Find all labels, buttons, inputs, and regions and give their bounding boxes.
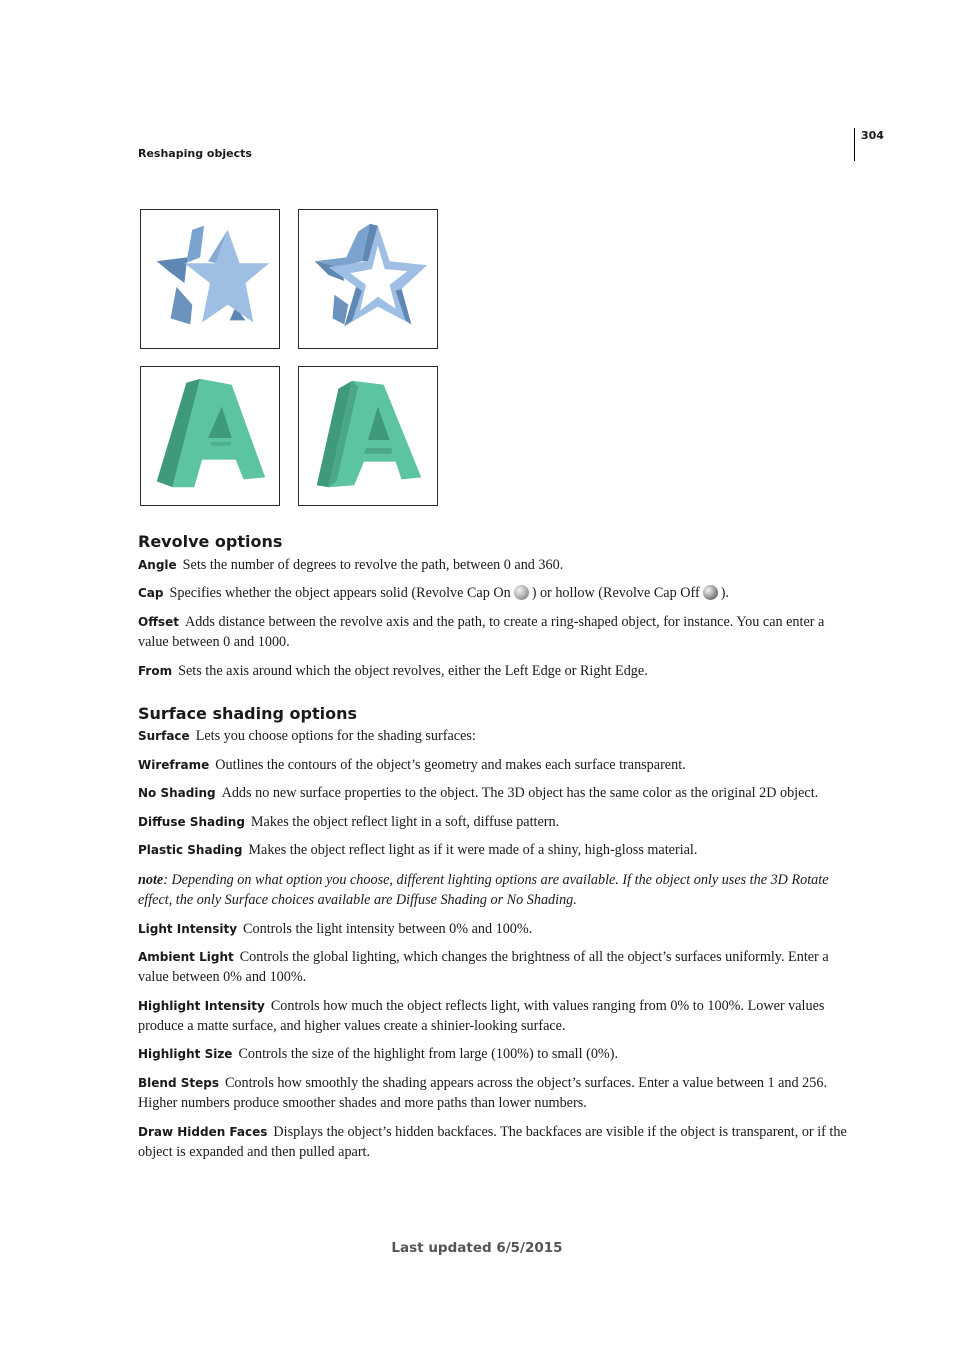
- param-offset: [138, 612, 854, 652]
- term-surface: Surface: [138, 729, 190, 743]
- param-plastic-shading: [138, 840, 854, 860]
- header-rule: [854, 128, 855, 161]
- term-no-shading: No Shading: [138, 786, 216, 800]
- desc-plastic-shading: Makes the object reflect light as if it were made of a shiny, high-gloss material.: [248, 842, 698, 858]
- desc-wireframe: Outlines the contours of the object’s geometry and makes each surface transparent.: [215, 757, 686, 773]
- param-surface: [138, 726, 854, 746]
- letter-a-cap-off-icon: [298, 366, 438, 506]
- revolve-cap-figure: [140, 209, 442, 510]
- term-cap: Cap: [138, 586, 164, 600]
- param-angle: [138, 555, 854, 575]
- desc-offset: Adds distance between the revolve axis and the path, to create a ring-shaped object, for instance. You can enter a value between 0 and 1000.: [138, 614, 825, 650]
- desc-light-intensity: Controls the light intensity between 0% and 100%.: [243, 921, 533, 937]
- term-from: From: [138, 664, 173, 678]
- term-wireframe: Wireframe: [138, 758, 210, 772]
- note-text: : Depending on what option you choose, different lighting options are available. If the object only uses the 3D Rotate effect, the only Surface choices available are Diffuse Shading or No Shading.: [138, 872, 829, 908]
- param-ambient-light: [138, 947, 854, 987]
- desc-blend-steps: Controls how smoothly the shading appears across the object’s surfaces. Enter a value between 1 and 256. Higher numbers produce smoother shades and more paths than lower numbers.: [138, 1075, 827, 1111]
- desc-draw-hidden-faces: Displays the object’s hidden backfaces. The backfaces are visible if the object is transparent, or if the object is expanded and then pulled apart.: [138, 1124, 847, 1160]
- term-offset: Offset: [138, 615, 179, 629]
- term-blend-steps: Blend Steps: [138, 1076, 219, 1090]
- desc-highlight-intensity: Controls how much the object reflects light, with values ranging from 0% to 100%. Lower values produce a matte surface, and higher values create a shinier-looking surface.: [138, 998, 825, 1034]
- letter-a-cap-on-icon: [140, 366, 280, 506]
- desc-no-shading: Adds no new surface properties to the object. The 3D object has the same color as the original 2D object.: [221, 785, 819, 801]
- page-number: 304: [861, 129, 884, 142]
- desc-diffuse-shading: Makes the object reflect light in a soft, diffuse pattern.: [250, 814, 560, 830]
- term-plastic-shading: Plastic Shading: [138, 843, 243, 857]
- footer-last-updated: Last updated 6/5/2015: [391, 1240, 563, 1256]
- desc-from: Sets the axis around which the object revolves, either the Left Edge or Right Edge.: [178, 663, 648, 679]
- term-light-intensity: Light Intensity: [138, 922, 238, 936]
- param-cap: [138, 583, 854, 603]
- star-cap-off-icon: [298, 209, 438, 349]
- desc-surface: Lets you choose options for the shading surfaces:: [195, 728, 476, 744]
- param-from: [138, 661, 854, 681]
- revolve-cap-off-icon: [703, 585, 718, 600]
- note-label: note: [138, 872, 164, 888]
- param-no-shading: [138, 783, 854, 803]
- desc-cap-c: ).: [720, 585, 729, 601]
- param-draw-hidden-faces: [138, 1122, 854, 1162]
- desc-ambient-light: Controls the global lighting, which changes the brightness of all the object’s surfaces uniformly. Enter a value between 0% and 100%.: [138, 949, 829, 985]
- desc-angle: Sets the number of degrees to revolve the path, between 0 and 360.: [182, 557, 564, 573]
- term-angle: Angle: [138, 558, 177, 572]
- note: [138, 870, 854, 910]
- param-highlight-size: [138, 1044, 854, 1064]
- param-highlight-intensity: [138, 996, 854, 1036]
- param-wireframe: [138, 755, 854, 775]
- desc-highlight-size: Controls the size of the highlight from large (100%) to small (0%).: [238, 1046, 619, 1062]
- desc-cap-b: ) or hollow (Revolve Cap Off: [531, 585, 700, 601]
- param-light-intensity: [138, 919, 854, 939]
- desc-cap-a: Specifies whether the object appears solid (Revolve Cap On: [169, 585, 511, 601]
- term-draw-hidden-faces: Draw Hidden Faces: [138, 1125, 268, 1139]
- section-header: Reshaping objects: [138, 147, 252, 160]
- heading-surface-shading-options: Surface shading options: [138, 704, 358, 723]
- param-diffuse-shading: [138, 812, 854, 832]
- revolve-cap-on-icon: [514, 585, 529, 600]
- term-diffuse-shading: Diffuse Shading: [138, 815, 245, 829]
- term-highlight-size: Highlight Size: [138, 1047, 233, 1061]
- param-blend-steps: [138, 1073, 854, 1113]
- term-highlight-intensity: Highlight Intensity: [138, 999, 265, 1013]
- term-ambient-light: Ambient Light: [138, 950, 234, 964]
- heading-revolve-options: Revolve options: [138, 532, 283, 551]
- star-cap-on-icon: [140, 209, 280, 349]
